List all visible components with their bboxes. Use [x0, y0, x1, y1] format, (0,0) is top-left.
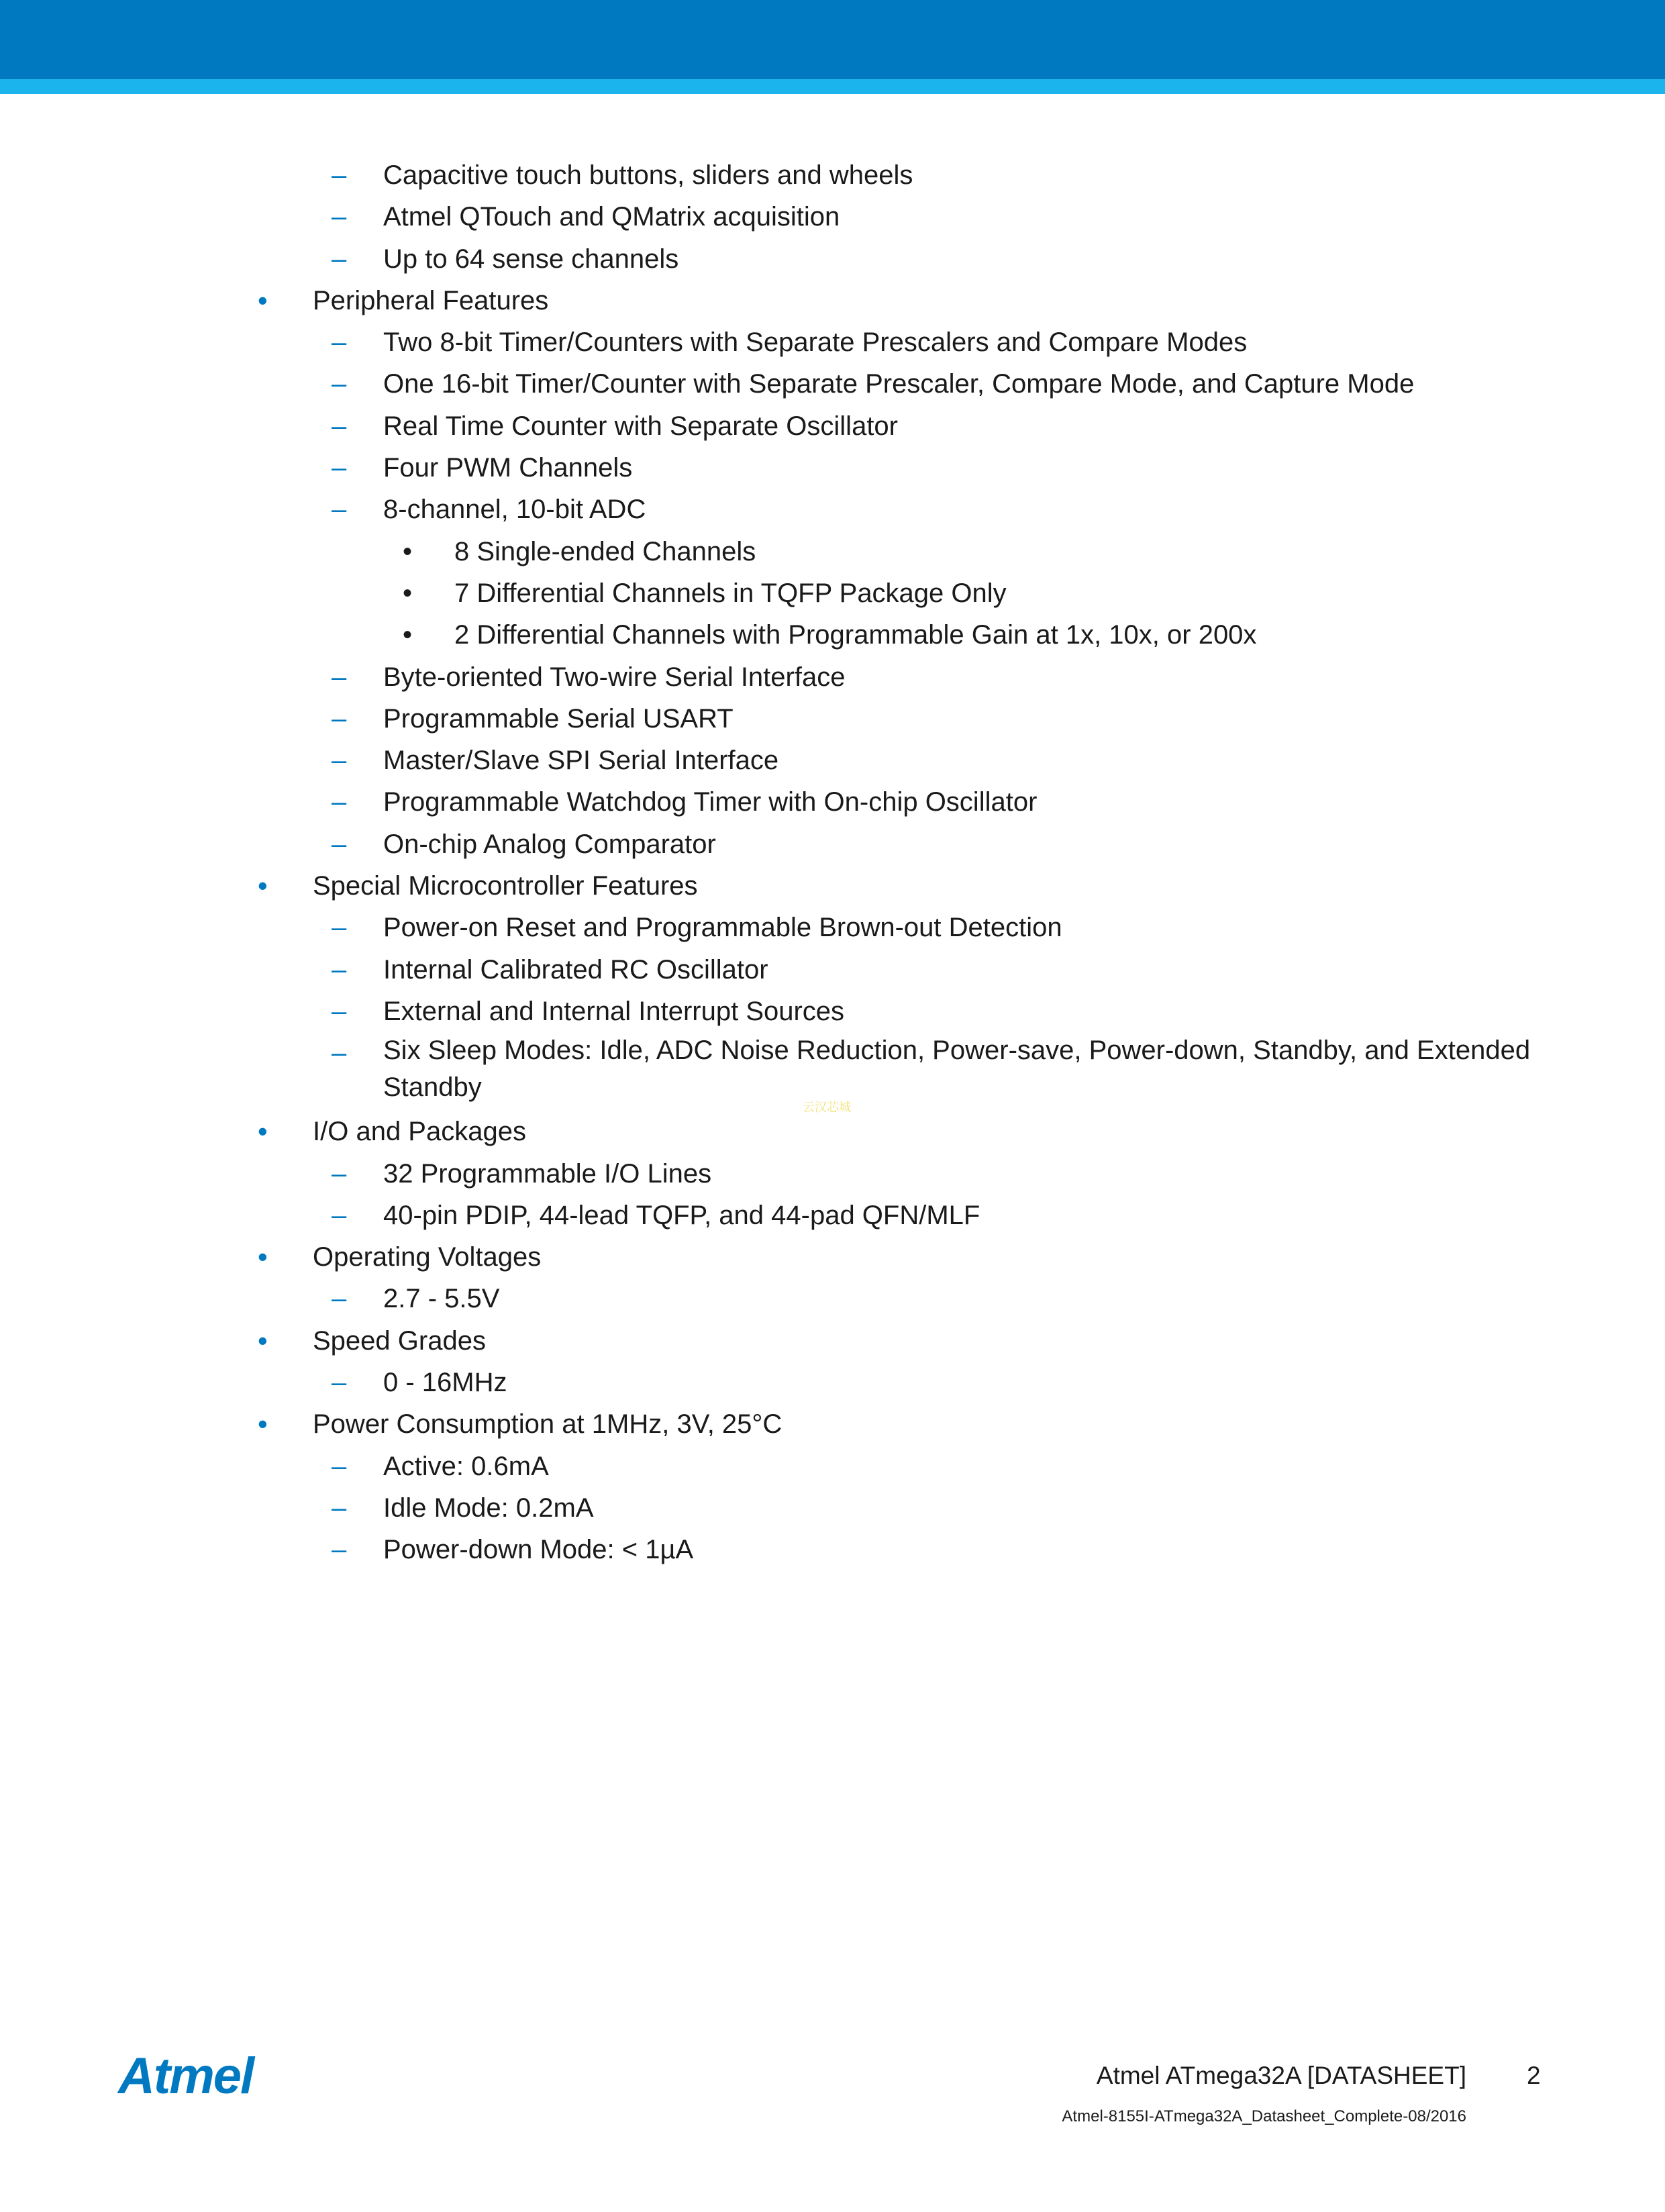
- dash-marker: –: [332, 1368, 347, 1398]
- list-item-text: 32 Programmable I/O Lines: [383, 1158, 712, 1189]
- footer-title: Atmel ATmega32A [DATASHEET]: [1096, 2062, 1466, 2089]
- list-item-text: 7 Differential Channels in TQFP Package Only: [454, 578, 1007, 608]
- list-item: [0, 405, 1665, 447]
- list-item-text: Atmel QTouch and QMatrix acquisition: [383, 202, 840, 232]
- list-item: [0, 196, 1665, 238]
- list-item: [0, 1446, 1665, 1487]
- bullet-marker: •: [403, 536, 413, 566]
- list-item: [0, 907, 1665, 948]
- list-item: [0, 447, 1665, 489]
- list-item-text: Peripheral Features: [313, 285, 549, 315]
- list-item-text: Internal Calibrated RC Oscillator: [383, 954, 768, 985]
- header-bar: [0, 0, 1665, 79]
- bullet-marker: •: [258, 1324, 268, 1356]
- list-item-text: Programmable Serial USART: [383, 703, 734, 734]
- footer-doc-id: Atmel-8155I-ATmega32A_Datasheet_Complete-08/2016: [1062, 2107, 1466, 2125]
- dash-marker: –: [332, 1038, 347, 1068]
- list-item: [0, 363, 1665, 405]
- dash-marker: –: [332, 411, 347, 441]
- list-item-text: External and Internal Interrupt Sources: [383, 996, 845, 1026]
- list-item-text: Six Sleep Modes: Idle, ADC Noise Reduction, Power-save, Power-down, Standby, and Extended Standby: [383, 1036, 1531, 1103]
- dash-marker: –: [332, 160, 347, 190]
- list-item: [0, 823, 1665, 865]
- feature-list: [0, 154, 1665, 1571]
- list-item-text: Power Consumption at 1MHz, 3V, 25°C: [313, 1409, 783, 1440]
- list-item-text: 8 Single-ended Channels: [454, 536, 756, 566]
- list-item-text: Four PWM Channels: [383, 453, 633, 483]
- list-item: [0, 1362, 1665, 1403]
- list-item-text: Power-down Mode: < 1µA: [383, 1535, 694, 1565]
- list-item-text: Two 8-bit Timer/Counters with Separate Prescalers and Compare Modes: [383, 328, 1248, 358]
- list-item: [0, 238, 1665, 280]
- watermark: 云汉芯城: [803, 1101, 851, 1114]
- dash-marker: –: [332, 746, 347, 776]
- bullet-marker: •: [258, 284, 268, 316]
- atmel-logo: Atmel: [118, 2048, 254, 2105]
- list-item-text: Up to 64 sense channels: [383, 244, 679, 274]
- bullet-marker: •: [258, 1408, 268, 1440]
- list-item: [0, 321, 1665, 363]
- list-item-text: Power-on Reset and Programmable Brown-out Detection: [383, 913, 1062, 943]
- list-item: [0, 949, 1665, 991]
- list-item-text: Capacitive touch buttons, sliders and wheels: [383, 160, 913, 190]
- dash-marker: –: [332, 996, 347, 1026]
- dash-marker: –: [332, 954, 347, 985]
- list-item-text: Special Microcontroller Features: [313, 871, 698, 901]
- list-item-text: Byte-oriented Two-wire Serial Interface: [383, 662, 846, 692]
- list-item: [0, 1529, 1665, 1570]
- list-item: [0, 1403, 1665, 1445]
- list-item-text: 2 Differential Channels with Programmable Gain at 1x, 10x, or 200x: [454, 620, 1257, 650]
- list-item: [0, 1487, 1665, 1529]
- list-item: [0, 781, 1665, 823]
- list-item: [0, 489, 1665, 530]
- dash-marker: –: [332, 495, 347, 525]
- list-item: [0, 1111, 1665, 1152]
- list-item-text: 40-pin PDIP, 44-lead TQFP, and 44-pad QFN/MLF: [383, 1200, 980, 1230]
- dash-marker: –: [332, 328, 347, 358]
- dash-marker: –: [332, 202, 347, 232]
- list-item-text: Operating Voltages: [313, 1242, 542, 1272]
- dash-marker: –: [332, 244, 347, 274]
- list-item: [0, 698, 1665, 740]
- bullet-marker: •: [258, 1241, 268, 1273]
- dash-marker: –: [332, 1493, 347, 1523]
- list-item: [0, 531, 1665, 572]
- bullet-marker: •: [403, 578, 413, 608]
- list-item-text: Master/Slave SPI Serial Interface: [383, 746, 779, 776]
- dash-marker: –: [332, 913, 347, 943]
- list-item: [0, 656, 1665, 698]
- list-item: [0, 1236, 1665, 1278]
- list-item: [0, 991, 1665, 1032]
- list-item-text: 2.7 - 5.5V: [383, 1284, 500, 1314]
- list-item: [0, 614, 1665, 656]
- list-item-text: I/O and Packages: [313, 1117, 526, 1147]
- list-item-text: Real Time Counter with Separate Oscillator: [383, 411, 898, 441]
- list-item-text: Active: 0.6mA: [383, 1451, 549, 1481]
- list-item: [0, 1153, 1665, 1195]
- list-item: [0, 154, 1665, 196]
- dash-marker: –: [332, 1451, 347, 1481]
- list-item: [0, 865, 1665, 907]
- list-item-text: 8-channel, 10-bit ADC: [383, 495, 646, 525]
- dash-marker: –: [332, 1200, 347, 1230]
- list-item-text: Speed Grades: [313, 1325, 486, 1356]
- dash-marker: –: [332, 1535, 347, 1565]
- page-number: 2: [1527, 2062, 1541, 2089]
- list-item: [0, 1195, 1665, 1236]
- dash-marker: –: [332, 453, 347, 483]
- dash-marker: –: [332, 829, 347, 859]
- list-item-text: Programmable Watchdog Timer with On-chip Oscillator: [383, 787, 1038, 817]
- dash-marker: –: [332, 1158, 347, 1189]
- bullet-marker: •: [403, 620, 413, 650]
- bullet-marker: •: [258, 870, 268, 902]
- list-item: [0, 572, 1665, 614]
- list-item: [0, 1278, 1665, 1319]
- dash-marker: –: [332, 1284, 347, 1314]
- dash-marker: –: [332, 662, 347, 692]
- dash-marker: –: [332, 703, 347, 734]
- list-item-text: 0 - 16MHz: [383, 1368, 507, 1398]
- list-item: [0, 1320, 1665, 1362]
- list-item-text: Idle Mode: 0.2mA: [383, 1493, 594, 1523]
- list-item-text: One 16-bit Timer/Counter with Separate Prescaler, Compare Mode, and Capture Mode: [383, 369, 1415, 399]
- dash-marker: –: [332, 369, 347, 399]
- list-item: [0, 740, 1665, 781]
- dash-marker: –: [332, 787, 347, 817]
- bullet-marker: •: [258, 1115, 268, 1148]
- list-item-text: On-chip Analog Comparator: [383, 829, 716, 859]
- header-accent-stripe: [0, 79, 1665, 94]
- list-item: [0, 280, 1665, 321]
